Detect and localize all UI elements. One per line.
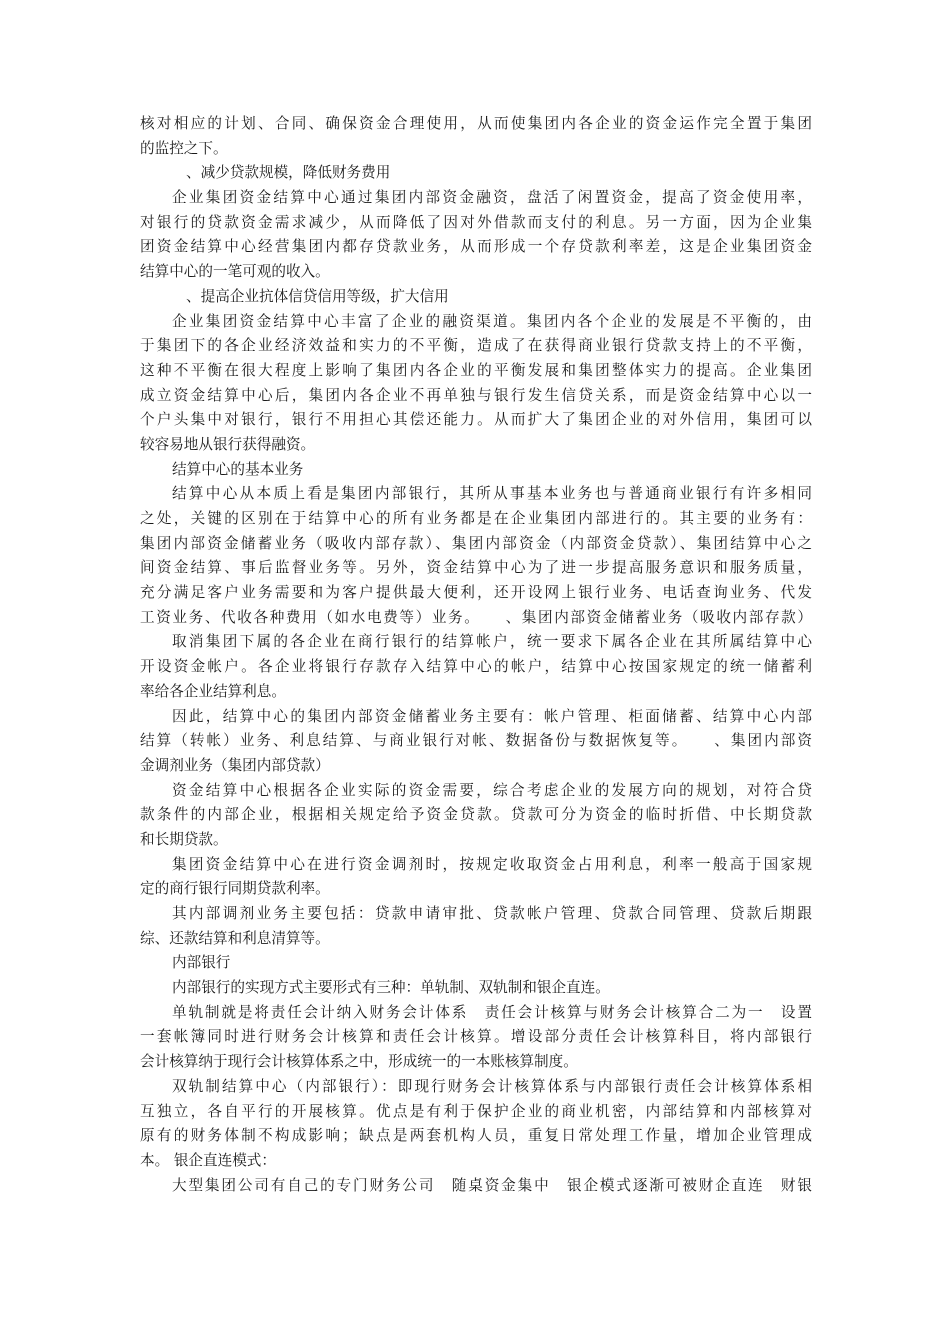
text-line: 一套帐簿同时进行财务会计核算和责任会计核算。增设部分责任会计核算科目，将内部银行 (140, 1028, 812, 1046)
text-line: 双轨制结算中心（内部银行）：即现行财务会计核算体系与内部银行责任会计核算体系相 (172, 1077, 812, 1095)
text-line: 集团内部资金储蓄业务（吸收内部存款）、集团内部资金（内部资金贷款）、集团结算中心之 (140, 534, 812, 552)
text-line: 会计核算纳于现行会计核算体系之中，形成统一的一本账核算制度。 (140, 1053, 578, 1071)
text-line: 工资业务、代收各种费用（如水电费等）业务。 、集团内部资金储蓄业务（吸收内部存款） (140, 608, 812, 626)
text-line: 结算中心的基本业务 (172, 460, 304, 478)
text-line: 较容易地从银行获得融资。 (140, 435, 316, 453)
text-line: 团资金结算中心经营集团内都存贷款业务，从而形成一个存贷款利率差，这是企业集团资金 (140, 238, 812, 256)
text-line: 内部银行的实现方式主要形式有三种：单轨制、双轨制和银企直连。 (172, 979, 610, 997)
text-line: 的监控之下。 (140, 139, 228, 157)
text-line: 率给各企业结算利息。 (140, 682, 286, 700)
text-line: 成立资金结算中心后，集团内各企业不再单独与银行发生信贷关系，而是资金结算中心以一 (140, 386, 812, 404)
text-line: 原有的财务体制不构成影响；缺点是两套机构人员，重复日常处理工作量，增加企业管理成 (140, 1127, 812, 1145)
text-line: 内部银行 (172, 954, 231, 972)
text-line: 综、还款结算和利息清算等。 (140, 929, 330, 947)
text-line: 、提高企业抗体信贷信用等级，扩大信用 (186, 287, 449, 305)
text-line: 这种不平衡在很大程度上影响了集团内各企业的平衡发展和集团整体实力的提高。企业集团 (140, 361, 812, 379)
text-line: 结算（转帐）业务、利息结算、与商业银行对帐、数据备份与数据恢复等。 、集团内部资 (140, 732, 812, 750)
text-line: 和长期贷款。 (140, 830, 228, 848)
text-line: 、减少贷款规模，降低财务费用 (186, 164, 391, 182)
text-line: 个户头集中对银行，银行不用担心其偿还能力。从而扩大了集团企业的对外信用，集团可以 (140, 411, 812, 429)
text-line: 取消集团下属的各企业在商行银行的结算帐户，统一要求下属各企业在其所属结算中心 (172, 633, 812, 651)
text-line: 集团资金结算中心在进行资金调剂时，按规定收取资金占用利息，利率一般高于国家规 (172, 855, 812, 873)
text-line: 于集团下的各企业经济效益和实力的不平衡，造成了在获得商业银行贷款支持上的不平衡， (140, 337, 812, 355)
text-line: 间资金结算、事后监督业务等。另外，资金结算中心为了进一步提高服务意识和服务质量， (140, 559, 812, 577)
text-line: 充分满足客户业务需要和为客户提供最大便利，还开设网上银行业务、电话查询业务、代发 (140, 584, 812, 602)
text-line: 因此，结算中心的集团内部资金储蓄业务主要有：帐户管理、柜面储蓄、结算中心内部 (172, 707, 812, 725)
text-line: 对银行的贷款资金需求减少，从而降低了因对外借款而支付的利息。另一方面，因为企业集 (140, 213, 812, 231)
text-line: 企业集团资金结算中心通过集团内部资金融资，盘活了闲置资金，提高了资金使用率， (172, 189, 812, 207)
text-line: 本。 银企直连模式： (140, 1151, 276, 1169)
text-line: 金调剂业务（集团内部贷款） (140, 756, 330, 774)
text-line: 其内部调剂业务主要包括：贷款申请审批、贷款帐户管理、贷款合同管理、贷款后期跟 (172, 905, 812, 922)
text-line: 开设资金帐户。各企业将银行存款存入结算中心的帐户，结算中心按国家规定的统一储蓄利 (140, 658, 812, 676)
text-line: 之处，关键的区别在于结算中心的所有业务都是在企业集团内部进行的。其主要的业务有： (140, 510, 812, 527)
text-line: 定的商行银行同期贷款利率。 (140, 880, 330, 898)
text-line: 单轨制就是将责任会计纳入财务会计体系 责任会计核算与财务会计核算合二为一 设置 (172, 1003, 812, 1021)
text-line: 企业集团资金结算中心丰富了企业的融资渠道。集团内各个企业的发展是不平衡的，由 (172, 312, 812, 330)
text-line: 资金结算中心根据各企业实际的资金需要，综合考虑企业的发展方向的规划，对符合贷 (172, 781, 812, 799)
text-line: 结算中心从本质上看是集团内部银行，其所从事基本业务也与普通商业银行有许多相同 (172, 485, 812, 503)
text-line: 大型集团公司有自己的专门财务公司 随桌资金集中 银企模式逐渐可被财企直连 财银 (172, 1176, 812, 1194)
document-body (140, 112, 812, 1198)
text-line: 核对相应的计划、合同、确保资金合理使用，从而使集团内各企业的资金运作完全置于集团 (140, 115, 812, 132)
text-line: 结算中心的一笔可观的收入。 (140, 263, 330, 281)
text-line: 款条件的内部企业，根据相关规定给予资金贷款。贷款可分为资金的临时折借、中长期贷款 (140, 806, 812, 824)
text-line: 互独立，各自平行的开展核算。优点是有利于保护企业的商业机密，内部结算和内部核算对 (140, 1102, 812, 1120)
